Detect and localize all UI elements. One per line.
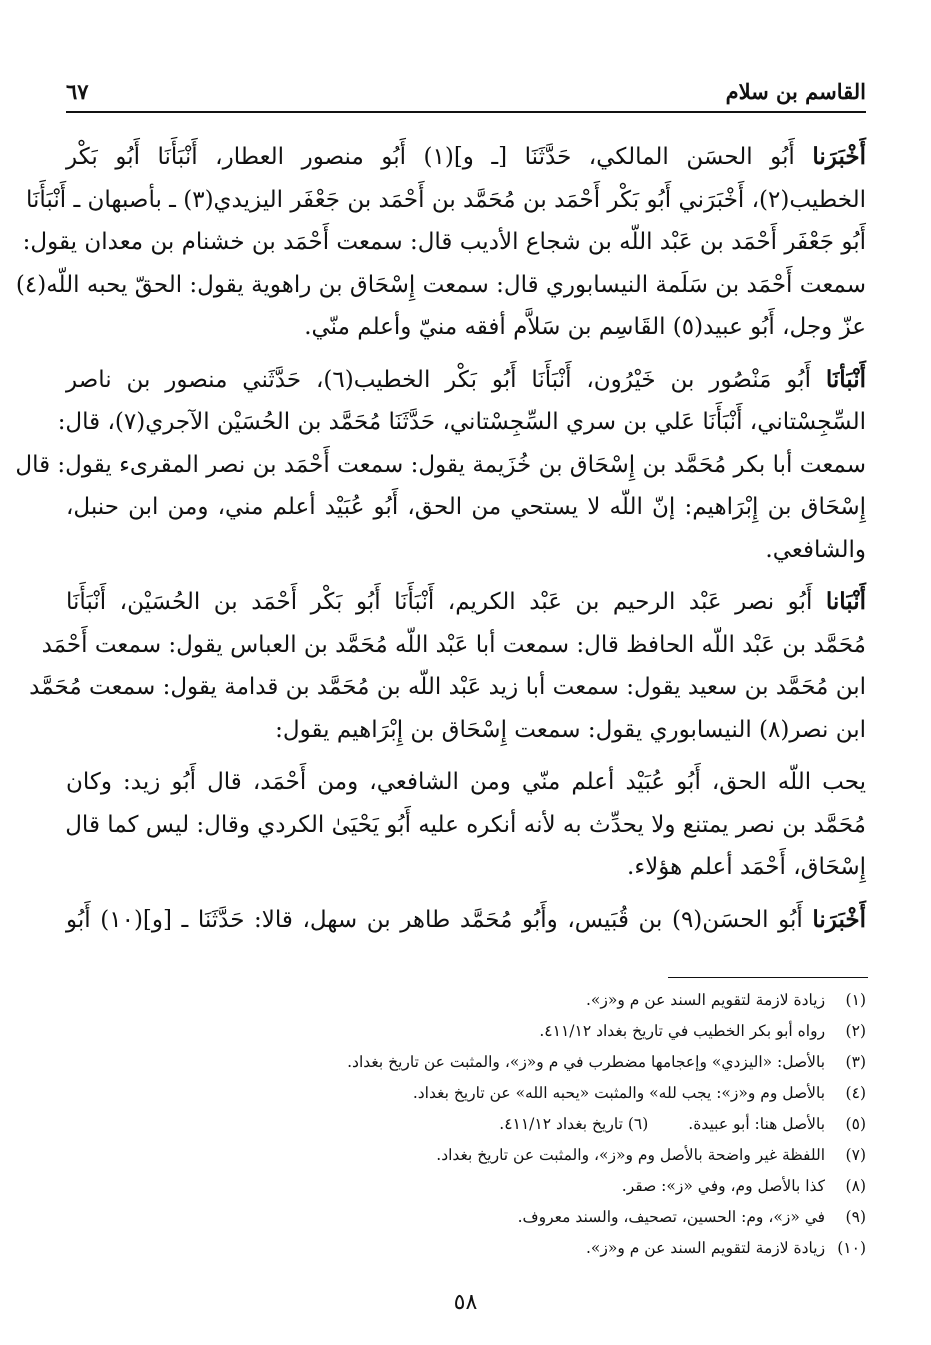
text-line: ابن مُحَمَّد بن سعيد يقول: سمعت أبا زيد عَبْد اللّه بن مُحَمَّد بن قدامة يقول: سمعت مُحَمَّد: [29, 674, 866, 700]
footnote: [66, 1202, 866, 1233]
paragraph-4: [66, 761, 866, 889]
footnote-text: زيادة لازمة لتقويم السند عن م و«ز».: [585, 991, 826, 1009]
footnote: [66, 1171, 866, 1202]
text-line: عزّ وجل، أَبُو عبيد(٥) القَاسِم بن سَلاَّم أفقه منيّ وأعلم منّي.: [304, 314, 866, 340]
text-line: الخطيب(٢)، أَخْبَرَني أَبُو بَكْر أَحْمَد بن مُحَمَّد بن أَحْمَد بن جَعْفَر اليزيدي(٣) ـ بأصبهان ـ أَنْبَأَنَا: [25, 186, 866, 213]
footnote-text: رواه أبو بكر الخطيب في تاريخ بغداد ٤١١/١٢.: [539, 1022, 826, 1040]
text-line: إِسْحَاق بن إِبْرَاهيم: إنّ اللّه لا يستحي من الحق، أَبُو عُبَيْد أعلم مني، ومن ابن حنبل،: [66, 494, 866, 520]
paragraph-5: [66, 899, 866, 942]
paragraph-lead: أَنْبَأنَا: [825, 365, 866, 393]
footnote-number: (٦): [627, 1115, 649, 1133]
footnote: [66, 985, 866, 1016]
text-line: سمعت أبا بكر مُحَمَّد بن إِسْحَاق بن خُزَيمة يقول: سمعت أَحْمَد بن نصر المقرىء يقول: قال: [15, 451, 866, 478]
header-rule: [66, 111, 866, 113]
footnote-text: كذا بالأصل وم، وفي «ز»: صقر.: [621, 1177, 826, 1195]
footnote: [66, 1047, 866, 1078]
text-line: أَخْبَرَنا أَبُو الحسَن(٩) بن قُبَيس، وأَبُو مُحَمَّد طاهر بن سهل، قالا: حَدَّثَنَا ـ [و](١٠) أَبُو: [66, 905, 866, 933]
page-number: ٦٧: [66, 79, 89, 104]
footnote: [66, 1078, 866, 1109]
footnote-text: بالأصل هنا: أبو عبيدة.: [688, 1115, 826, 1133]
footnote-text: في «ز»، وم: الحسين، تصحيف، والسند معروف.: [517, 1208, 826, 1226]
footnote: [66, 1109, 866, 1140]
paragraph-2: [15, 359, 866, 572]
footnote-text: تاريخ بغداد ٤١١/١٢.: [499, 1115, 623, 1133]
footnote-number: (٩): [845, 1208, 866, 1226]
text-line: مُحَمَّد بن عَبْد اللّه الحافظ قال: سمعت أبا عَبْد اللّه مُحَمَّد بن العباس يقول: سمعت أَحْمَد: [41, 631, 866, 658]
text-line: أَخْبَرَنا أَبُو الحسَن المالكي، حَدَّثَنَا [ـ و](١) أَبُو منصور العطار، أَنْبَأَنَا أَبُو بَكْر: [66, 143, 866, 170]
footnote-text: بالأصل وم و«ز»: يجب لله» والمثبت «يحبه الله» عن تاريخ بغداد.: [412, 1084, 826, 1102]
text-line: سمعت أَحْمَد بن سَلَمة النيسابوري قال: سمعت إِسْحَاق بن راهوية يقول: الحقّ يحبه اللّه(٤): [15, 271, 866, 298]
footnote-number: (٤): [845, 1084, 866, 1102]
paragraph-lead: أَخْبَرَنا: [812, 905, 866, 933]
running-header: [66, 70, 866, 104]
text-line: والشافعي.: [765, 536, 866, 563]
footnote-number: (٥): [845, 1115, 866, 1133]
footnote: [66, 1233, 866, 1264]
footnote-rule: [668, 977, 868, 978]
text-line: ابن نصر(٨) النيسابوري يقول: سمعت إِسْحَاق بن إِبْرَاهيم يقول:: [275, 716, 866, 743]
text-line: أَنْبَانا أَبُو نصر عَبْد الرحيم بن عَبْد الكريم، أَنْبَأَنَا أَبُو بَكْر أَحْمَد بن الحُسَيْن، أَنْبَأَنَا: [66, 588, 866, 615]
text-line: السِّجِسْتاني، أَنْبَأَنَا عَلي بن سري السِّجِسْتاني، حَدَّثَنَا مُحَمَّد بن الحُسَيْن الآجري(٧)، قال:: [57, 409, 866, 435]
running-title: القاسم بن سلام: [725, 79, 866, 104]
paragraph-lead: أَخْبَرَنا: [812, 143, 866, 170]
text-line: أَبُو جَعْفَر أَحْمَد بن عَبْد اللّه بن شجاع الأديب قال: سمعت أَحْمَد بن خشنام بن معدان يقول:: [22, 229, 866, 255]
paragraph-lead: أَنْبَانا: [825, 588, 866, 615]
text-line: أَنْبَأنَا أَبُو مَنْصُور بن خَيْرُون، أَنْبَأَنَا أَبُو بَكْر الخطيب(٦)، حَدَّثَني منصور بن ناصر: [66, 365, 866, 393]
footnote-text: زيادة لازمة لتقويم السند عن م و«ز».: [585, 1239, 826, 1257]
footnote-number: (١): [845, 991, 866, 1009]
paragraph-3: [29, 581, 866, 751]
footnote-number: (٨): [845, 1177, 866, 1195]
text-line: يحب اللّه الحق، أَبُو عُبَيْد أعلم منّي ومن الشافعي، ومن أَحْمَد، قال أَبُو زيد: وكان: [66, 769, 866, 795]
footnote-number: (٢): [845, 1022, 866, 1040]
page-signature: ٥٨: [453, 1290, 478, 1315]
footnote-text: بالأصل: «اليزدي» وإعجامها مضطرب في م و«ز»، والمثبت عن تاريخ بغداد.: [347, 1053, 826, 1071]
footnote-number: (٧): [845, 1146, 866, 1164]
paragraph-1: [15, 136, 866, 349]
main-text: [15, 136, 866, 941]
text-line: مُحَمَّد بن نصر يمتنع ولا يحدِّث به لأنه أنكره عليه أَبُو يَحْيَىٰ الكردي وقال: ليس كما قال: [65, 811, 866, 838]
footnote-text: اللفظة غير واضحة بالأصل وم و«ز»، والمثبت عن تاريخ بغداد.: [436, 1146, 826, 1164]
footnote: [66, 1140, 866, 1171]
text-line: إِسْحَاق، أَحْمَد أعلم هؤلاء.: [627, 854, 866, 880]
footnote-number: (١٠): [837, 1239, 866, 1257]
footnotes: [66, 985, 866, 1264]
footnote: [66, 1016, 866, 1047]
footnote-number: (٣): [845, 1053, 866, 1071]
